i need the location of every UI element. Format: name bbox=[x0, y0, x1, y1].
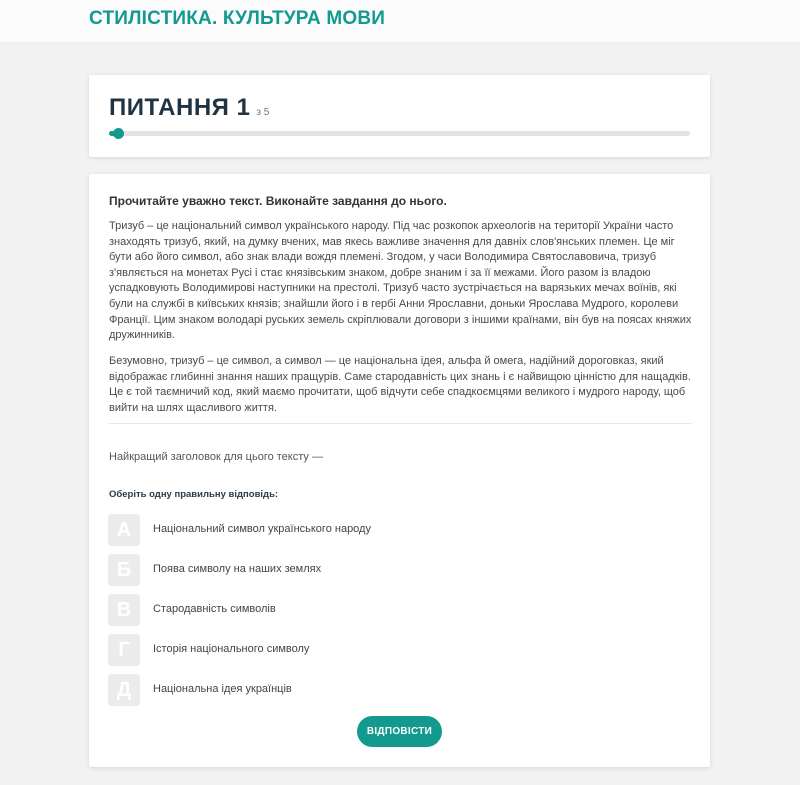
progress-knob bbox=[113, 128, 124, 139]
option-letter[interactable]: А bbox=[108, 514, 140, 546]
option-text[interactable]: Стародавність символів bbox=[153, 603, 276, 615]
text-paragraph: Тризуб – це національний символ українського народу. Під час розкопок археологів на території України часто знаходять тризуб, який, на думку вчених, мав якесь важливе значення для давніх слов'янських племен. Це міг бути або його символ, або знак влади вождя племені. Згодом, у часи Володимира Святославовича, тризуб з'являється на монетах Русі і стає князівським знаком, добре знаним і за її межами. Його разом із владою успадковують Володимирові наступники на престолі. Тризуб часто зустрічається на варязьких мечах воїнів, які були на службі в київських князів; знайшли його і в гербі Анни Ярославни, доньки Ярослава Мудрого, королеви Франції. Цим знаком володарі руських земель скріплювали договори з іншими країнами, він був на поясах княжих дружинників. bbox=[109, 220, 692, 342]
option-text[interactable]: Історія національного символу bbox=[153, 643, 310, 655]
divider bbox=[109, 423, 692, 424]
choose-label: Оберіть одну правильну відповідь: bbox=[109, 489, 279, 500]
question-title: ПИТАННЯ 1 bbox=[109, 94, 251, 121]
answer-option-a[interactable] bbox=[108, 514, 508, 546]
answer-option-h[interactable] bbox=[108, 634, 508, 666]
question-count: з 5 bbox=[256, 107, 270, 118]
question-prompt: Найкращий заголовок для цього тексту — bbox=[109, 451, 323, 463]
option-letter[interactable]: Б bbox=[108, 554, 140, 586]
submit-answer-button[interactable]: ВІДПОВІСТИ bbox=[357, 716, 442, 747]
progress-bar bbox=[109, 131, 690, 136]
option-letter[interactable]: Г bbox=[108, 634, 140, 666]
top-bar bbox=[0, 0, 800, 43]
question-header-card bbox=[89, 75, 710, 157]
option-text[interactable]: Національний символ українського народу bbox=[153, 523, 371, 535]
answer-option-v[interactable] bbox=[108, 594, 508, 626]
answer-option-d[interactable] bbox=[108, 674, 508, 706]
option-text[interactable]: Національна ідея українців bbox=[153, 683, 292, 695]
option-text[interactable]: Поява символу на наших землях bbox=[153, 563, 322, 575]
site-title[interactable]: СТИЛІСТИКА. КУЛЬТУРА МОВИ bbox=[89, 8, 386, 29]
question-heading bbox=[109, 94, 269, 122]
answer-option-b[interactable] bbox=[108, 554, 508, 586]
option-letter[interactable]: Д bbox=[108, 674, 140, 706]
question-card bbox=[89, 174, 710, 767]
text-paragraph: Безумовно, тризуб – це символ, а символ — це національна ідея, альфа й омега, надійний дороговказ, який відображає глибинні знання наших пращурів. Саме стародавність цих знань і є найвищою цінністю для нащадків. Це є той таємничий код, який маємо прочитати, щоб відчути себе спадкоємцями великого і мудрого народу, щоб вийти на шлях щасливого життя. bbox=[109, 355, 691, 414]
task-instruction: Прочитайте уважно текст. Виконайте завдання до нього. bbox=[109, 194, 447, 208]
option-letter[interactable]: В bbox=[108, 594, 140, 626]
